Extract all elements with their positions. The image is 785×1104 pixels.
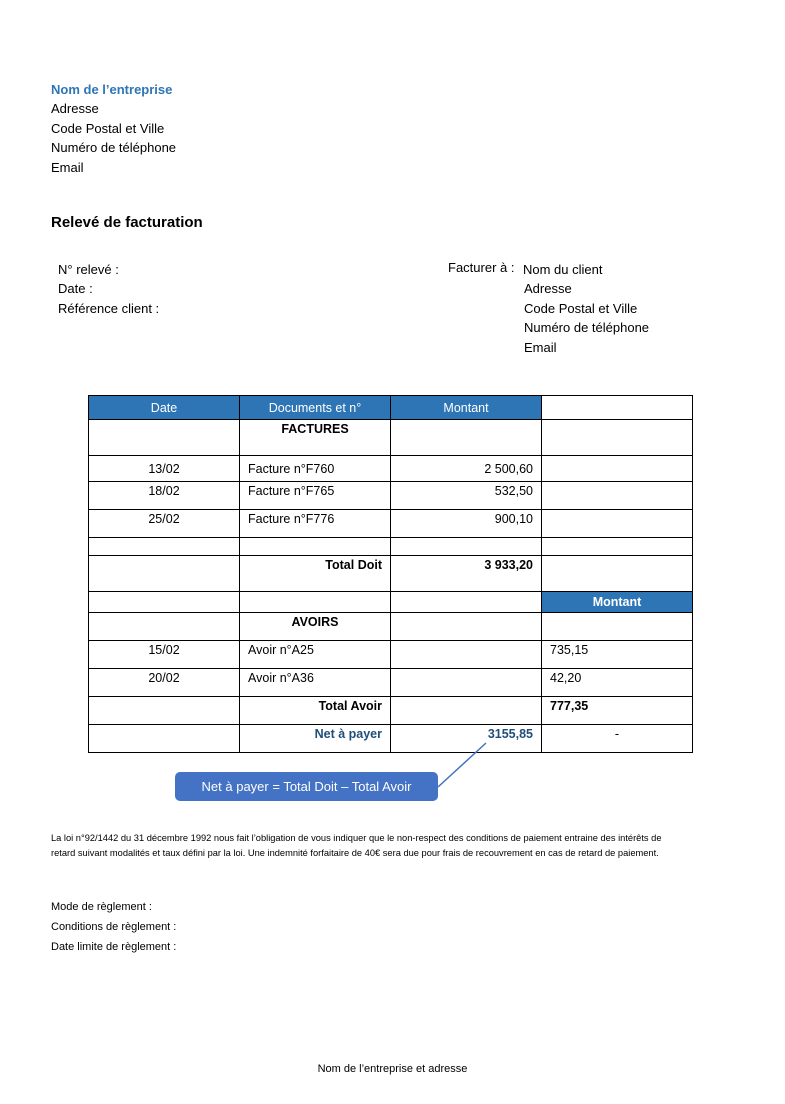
credit-date: 15/02 [89, 641, 240, 669]
header-documents: Documents et n° [240, 396, 391, 420]
invoice-amount: 532,50 [391, 482, 542, 510]
credit-document: Avoir n°A36 [240, 669, 391, 697]
company-email: Email [51, 159, 84, 175]
credit-amount: 42,20 [542, 669, 693, 697]
invoice-document: Facture n°F776 [240, 510, 391, 538]
client-name: Nom du client [523, 262, 603, 277]
client-address: Adresse [524, 281, 572, 297]
bill-to-label: Facturer à : [448, 260, 515, 275]
credit-date: 20/02 [89, 669, 240, 697]
invoice-date: 25/02 [89, 510, 240, 538]
total-credit-value: 777,35 [550, 699, 589, 713]
invoice-amount: 2 500,60 [391, 456, 542, 482]
legal-line-1: La loi n°92/1442 du 31 décembre 1992 nous fait l’obligation de vous indiquer que le non-respect des conditions de paiement entraine des intérêts de [51, 833, 662, 843]
total-credit-label: Total Avoir [318, 699, 382, 713]
net-formula-callout: Net à payer = Total Doit – Total Avoir [175, 772, 438, 801]
client-reference-label: Référence client : [58, 300, 160, 316]
net-payable-value: 3155,85 [487, 727, 533, 741]
company-postal-city: Code Postal et Ville [51, 120, 165, 136]
client-postal-city: Code Postal et Ville [524, 300, 638, 316]
legal-notice [51, 831, 662, 860]
credit-amount-header: Montant [542, 592, 693, 613]
invoice-date: 13/02 [89, 456, 240, 482]
net-credit-dash: - [614, 727, 620, 741]
payment-conditions-label: Conditions de règlement : [51, 921, 177, 933]
company-address: Adresse [51, 101, 99, 117]
invoice-amount: 900,10 [391, 510, 542, 538]
payment-deadline-label: Date limite de règlement : [51, 941, 177, 953]
company-name: Nom de l’entreprise [51, 82, 173, 97]
credit-document: Avoir n°A25 [240, 641, 391, 669]
net-payable-label: Net à payer [314, 727, 382, 741]
invoice-document: Facture n°F765 [240, 482, 391, 510]
invoice-document: Facture n°F760 [240, 456, 391, 482]
legal-line-2: retard suivant modalités et taux défini par la loi. Une indemnité forfaitaire de 40€ sera due pour frais de recouvrement en cas de retard de paiement. [51, 847, 659, 858]
payment-terms [51, 897, 176, 957]
invoice-date: 18/02 [89, 482, 240, 510]
invoices-section-label: FACTURES [281, 422, 349, 436]
client-phone: Numéro de téléphone [524, 320, 650, 336]
statement-number-label: N° relevé : [58, 262, 119, 277]
payment-mode-label: Mode de règlement : [51, 901, 152, 913]
footer: Nom de l’entreprise et adresse [317, 1063, 468, 1075]
header-amount: Montant [391, 396, 542, 420]
header-date: Date [89, 396, 240, 420]
credits-section-label: AVOIRS [291, 615, 339, 629]
client-email: Email [524, 339, 557, 355]
total-debit-label: Total Doit [325, 558, 382, 572]
document-title: Relevé de facturation [51, 214, 203, 231]
date-label: Date : [58, 281, 93, 297]
company-phone: Numéro de téléphone [51, 140, 177, 156]
total-debit-value: 3 933,20 [484, 558, 533, 572]
credit-amount: 735,15 [542, 641, 693, 669]
